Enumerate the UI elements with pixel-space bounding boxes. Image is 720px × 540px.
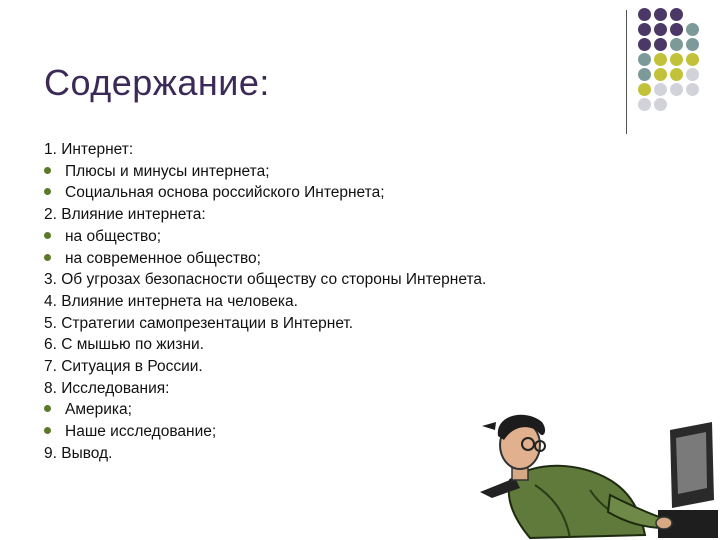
slide-title: Содержание: <box>44 62 270 103</box>
list-item-text: 8. Исследования: <box>44 379 170 397</box>
bullet-dot-icon <box>44 405 51 412</box>
list-item-text: 4. Влияние интернета на человека. <box>44 292 298 310</box>
decor-dot <box>670 53 683 66</box>
list-item-text: на общество; <box>65 227 162 245</box>
bullet-dot-icon <box>44 232 51 239</box>
decor-dot <box>638 23 651 36</box>
list-item-text: Социальная основа российского Интернета; <box>65 184 385 202</box>
decor-dot <box>670 8 683 21</box>
man-at-computer-illustration <box>440 400 720 540</box>
bullet-list-item <box>44 226 604 248</box>
decor-dot <box>638 83 651 96</box>
bullet-list-item <box>44 161 604 183</box>
person-figure-icon <box>480 415 672 538</box>
decor-dot <box>670 38 683 51</box>
bullet-list-item <box>44 248 604 270</box>
decor-dot <box>638 8 651 21</box>
numbered-list-item <box>44 356 604 378</box>
list-item-text: Наше исследование; <box>65 423 217 441</box>
bullet-dot-icon <box>44 254 51 261</box>
numbered-list-item <box>44 204 604 226</box>
decor-dot <box>638 68 651 81</box>
decor-dot <box>654 83 667 96</box>
decor-dot <box>654 8 667 21</box>
decor-dot <box>686 83 699 96</box>
list-item-text: 5. Стратегии самопрезентации в Интернет. <box>44 314 354 332</box>
decor-dot <box>686 53 699 66</box>
decor-dot <box>670 68 683 81</box>
list-item-text: на современное общество; <box>65 249 261 267</box>
list-item-text: 7. Ситуация в России. <box>44 358 203 376</box>
decor-dot <box>686 38 699 51</box>
decor-dot <box>670 83 683 96</box>
decor-dot <box>638 98 651 111</box>
decor-dot <box>670 23 683 36</box>
decor-dot <box>654 38 667 51</box>
list-item-text: Америка; <box>65 401 132 419</box>
numbered-list-item <box>44 291 604 313</box>
numbered-list-item <box>44 378 604 400</box>
bullet-dot-icon <box>44 427 51 434</box>
decor-vertical-line <box>626 10 627 134</box>
list-item-text: 1. Интернет: <box>44 141 134 158</box>
decor-dot <box>638 38 651 51</box>
decor-dot <box>686 23 699 36</box>
bullet-dot-icon <box>44 188 51 195</box>
bullet-list-item <box>44 182 604 204</box>
list-item-text: Плюсы и минусы интернета; <box>65 162 270 180</box>
numbered-list-item <box>44 334 604 356</box>
numbered-list-item <box>44 269 604 291</box>
decor-dot <box>654 98 667 111</box>
decor-dot <box>654 53 667 66</box>
decor-dot <box>686 68 699 81</box>
numbered-list-item <box>44 139 604 161</box>
bullet-dot-icon <box>44 167 51 174</box>
numbered-list-item <box>44 313 604 335</box>
decor-dot <box>638 53 651 66</box>
list-item-text: 6. С мышью по жизни. <box>44 336 204 354</box>
decor-dot <box>654 68 667 81</box>
list-item-text: 9. Вывод. <box>44 444 113 462</box>
list-item-text: 2. Влияние интернета: <box>44 206 206 224</box>
decor-dot <box>654 23 667 36</box>
list-item-text: 3. Об угрозах безопасности обществу со стороны Интернета. <box>44 271 487 289</box>
